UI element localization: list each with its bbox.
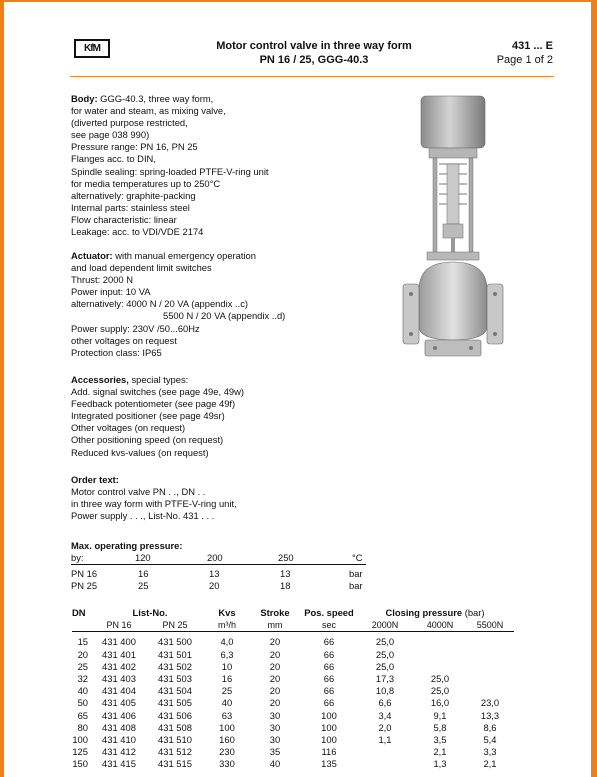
table-cell: 3,3 [483,746,497,758]
table-cell: 15 [77,636,88,648]
table-cell: 6,6 [378,697,392,709]
table-cell: 2,1 [433,746,447,758]
pressure-cell: PN 16 [71,568,98,579]
table-cell: 40 [269,758,281,770]
table-cell: 431 406 [102,709,136,721]
table-cell: 431 408 [102,721,136,733]
pressure-header-row [71,552,363,564]
accessories-line: Other positioning speed (on request) [71,434,224,446]
pressure-cell: PN 25 [71,580,98,591]
table-cell: 150 [72,758,88,770]
table-cell: 16,0 [430,697,450,709]
actuator-line: Power input: 10 VA [71,286,151,298]
table-row [72,661,514,673]
pressure-row [71,568,363,580]
order-heading: Order text: [71,474,119,485]
table-cell: 431 500 [158,636,192,648]
pressure-cell: 13 [280,568,291,579]
table-cell: 431 410 [102,734,136,746]
dn-subheader-cell: mm [267,620,283,631]
table-cell: 66 [323,648,335,660]
table-cell: 25,0 [375,660,395,672]
body-line: for water and steam, as mixing valve, [71,105,226,117]
body-section [71,93,269,238]
table-cell: 125 [72,746,88,758]
actuator-line: with manual emergency operation [115,250,256,261]
table-cell [356,746,414,758]
pressure-row [71,580,363,592]
table-cell: 431 405 [102,697,136,709]
table-row [72,722,514,734]
table-cell: 25,0 [375,648,395,660]
body-line: GGG-40.3, three way form, [100,93,214,104]
table-cell: 431 515 [158,758,192,770]
pressure-cell: 25 [138,580,149,591]
body-heading: Body: [71,93,98,104]
table-cell: 50 [77,697,88,709]
actuator-line: and load dependent limit switches [71,262,212,274]
table-cell: 10,8 [375,685,395,697]
table-cell: 431 502 [158,660,192,672]
pressure-cell: bar [349,580,363,591]
pressure-header-cell: 200 [207,552,223,563]
pressure-cell: 16 [138,568,149,579]
actuator-heading: Actuator: [71,250,113,261]
actuator-line: Thrust: 2000 N [71,274,134,286]
table-row [72,758,514,770]
pressure-divider [71,564,366,565]
table-row [72,649,514,661]
table-cell: 1,3 [433,758,447,770]
table-cell [414,636,466,648]
dn-rows [72,636,514,770]
page-label: Page 1 of 2 [496,54,553,66]
table-row [72,673,514,685]
table-cell: 20 [77,648,88,660]
document-number: 431 ... E [512,40,553,52]
table-cell: 431 510 [158,734,192,746]
order-line: Power supply . . ., List-No. 431 . . . [71,510,215,522]
table-cell: 32 [77,673,88,685]
table-cell: 431 402 [102,660,136,672]
dn-header-dn: DN [72,607,86,618]
table-row [72,710,514,722]
table-cell: 3,4 [378,709,392,721]
table-cell: 23,0 [480,697,500,709]
table-cell [466,636,514,648]
table-cell: 2,1 [483,758,497,770]
table-cell: 431 401 [102,648,136,660]
dn-subheader-cell: sec [321,620,336,631]
table-cell: 431 404 [102,685,136,697]
table-cell: 30 [269,734,281,746]
table-cell: 431 400 [102,636,136,648]
body-line: Flanges acc. to DIN, [71,153,156,165]
pressure-heading: Max. operating pressure: [71,540,183,551]
table-cell: 6,3 [220,648,234,660]
table-cell [466,649,514,661]
pressure-header-cell: by: [71,552,84,563]
pressure-cell: 13 [209,568,220,579]
title-line-1: Motor control valve in three way form [216,40,412,52]
pressure-cell: 18 [280,580,291,591]
table-cell: 431 501 [158,648,192,660]
accessories-line: special types: [131,374,189,385]
table-cell: 100 [72,734,88,746]
dn-subheader-cell: PN 16 [106,620,132,631]
actuator-line: alternatively: 4000 N / 20 VA (appendix ..c) [71,298,249,310]
accessories-line: Add. signal switches (see page 49e, 49w) [71,386,245,398]
dn-subheader-cell: m³/h [218,620,236,631]
table-cell: 9,1 [433,709,447,721]
actuator-line: Protection class: IP65 [71,346,162,358]
table-cell: 20 [269,648,281,660]
table-cell: 431 403 [102,673,136,685]
body-line: see page 038 990) [71,129,150,141]
table-cell: 25,0 [430,673,450,685]
table-cell: 135 [321,758,337,770]
document-title [164,39,464,67]
table-cell [466,685,514,697]
dn-subheader-row [72,619,514,632]
accessories-line: Integrated positioner (see page 49sr) [71,410,225,422]
body-line: Leakage: acc. to VDI/VDE 2174 [71,226,204,238]
table-cell: 13,3 [480,709,500,721]
table-cell [356,758,414,770]
pressure-header-cell: 250 [278,552,294,563]
dn-subheader-cell: 5500N [476,620,504,631]
dn-subheader-cell: 2000N [371,620,399,631]
table-cell: 431 415 [102,758,136,770]
closing-pressure-unit: (bar) [464,607,485,618]
table-cell: 4,0 [220,636,234,648]
table-row [72,685,514,697]
accessories-line: Feedback potentiometer (see page 49f) [71,398,236,410]
table-cell: 40 [77,685,88,697]
table-cell: 100 [219,721,235,733]
accessories-heading: Accessories, [71,374,129,385]
table-cell: 80 [77,721,88,733]
table-row [72,734,514,746]
table-cell: 2,0 [378,721,392,733]
dn-header-stroke: Stroke [260,607,290,618]
table-cell: 20 [269,685,281,697]
table-cell: 431 512 [158,746,192,758]
table-cell [466,661,514,673]
table-cell: 66 [323,685,335,697]
table-cell: 431 412 [102,746,136,758]
order-line: in three way form with PTFE-V-ring unit, [71,498,237,510]
table-cell: 330 [219,758,235,770]
table-cell: 431 504 [158,685,192,697]
dn-header-kvs: Kvs [218,607,236,618]
pressure-header-cell: 120 [135,552,151,563]
table-cell: 1,1 [378,734,392,746]
actuator-section [71,250,285,359]
table-cell: 66 [323,697,335,709]
table-cell: 63 [221,709,233,721]
body-line: Flow characteristic: linear [71,213,177,225]
dn-header-pos-speed: Pos. speed [304,607,354,618]
table-cell: 25 [221,685,233,697]
table-cell: 160 [219,734,235,746]
table-cell: 20 [269,697,281,709]
closing-pressure-label: Closing pressure [385,607,463,618]
table-cell: 40 [221,697,233,709]
pressure-table [71,540,363,592]
datasheet-page [4,2,591,777]
table-cell: 5,8 [433,721,447,733]
table-cell: 25,0 [375,636,395,648]
document-number-block [497,39,553,67]
table-cell: 100 [321,721,337,733]
dn-subheader-cell: PN 25 [162,620,188,631]
company-logo: KfM [74,39,110,58]
body-line: Internal parts: stainless steel [71,201,190,213]
table-cell: 20 [269,636,281,648]
title-line-2: PN 16 / 25, GGG-40.3 [259,54,369,66]
table-cell: 66 [323,660,335,672]
dn-header-list-no: List-No. [132,607,168,618]
table-row [72,746,514,758]
accessories-line: Other voltages (on request) [71,422,186,434]
pressure-cell: bar [349,568,363,579]
table-cell [414,661,466,673]
body-line: alternatively: graphite-packing [71,189,196,201]
table-cell: 30 [269,709,281,721]
table-cell: 16 [221,673,233,685]
table-cell: 66 [323,673,335,685]
pressure-cell: 20 [209,580,220,591]
actuator-line: Power supply: 230V /50...60Hz [71,322,200,334]
table-cell [466,673,514,685]
table-row [72,636,514,648]
valve-illustration [399,94,539,364]
body-line: for media temperatures up to 250°C [71,177,221,189]
table-cell: 116 [321,746,337,758]
dn-header-row [72,607,514,619]
order-line: Motor control valve PN . ., DN . . [71,486,206,498]
table-cell: 230 [219,746,235,758]
accessories-section [71,374,244,459]
accessories-line: Reduced kvs-values (on request) [71,446,209,458]
table-cell: 30 [269,721,281,733]
actuator-line: 5500 N / 20 VA (appendix ..d) [163,310,286,322]
table-cell: 431 506 [158,709,192,721]
table-cell: 35 [269,746,281,758]
table-row [72,697,514,709]
body-line: Spindle sealing: spring-loaded PTFE-V-ring unit [71,165,269,177]
table-cell: 431 508 [158,721,192,733]
table-cell [414,649,466,661]
dn-header-closing-pressure [356,607,514,619]
table-cell: 431 505 [158,697,192,709]
table-cell: 5,4 [483,734,497,746]
table-cell: 17,3 [375,673,395,685]
table-cell: 431 503 [158,673,192,685]
table-cell: 100 [321,734,337,746]
table-cell: 3,5 [433,734,447,746]
actuator-line: other voltages on request [71,334,177,346]
body-line: (diverted purpose restricted, [71,117,188,129]
table-cell: 25 [77,660,88,672]
dn-table [72,607,514,771]
dn-subheader-cell: 4000N [426,620,454,631]
table-cell: 65 [77,709,88,721]
table-cell: 10 [221,660,233,672]
order-section [71,474,237,522]
table-cell: 20 [269,673,281,685]
header-divider [70,76,554,77]
table-cell: 100 [321,709,337,721]
table-cell: 25,0 [430,685,450,697]
table-cell: 8,6 [483,721,497,733]
table-cell: 66 [323,636,335,648]
pressure-header-cell: °C [352,552,363,563]
table-cell: 20 [269,660,281,672]
body-line: Pressure range: PN 16, PN 25 [71,141,198,153]
